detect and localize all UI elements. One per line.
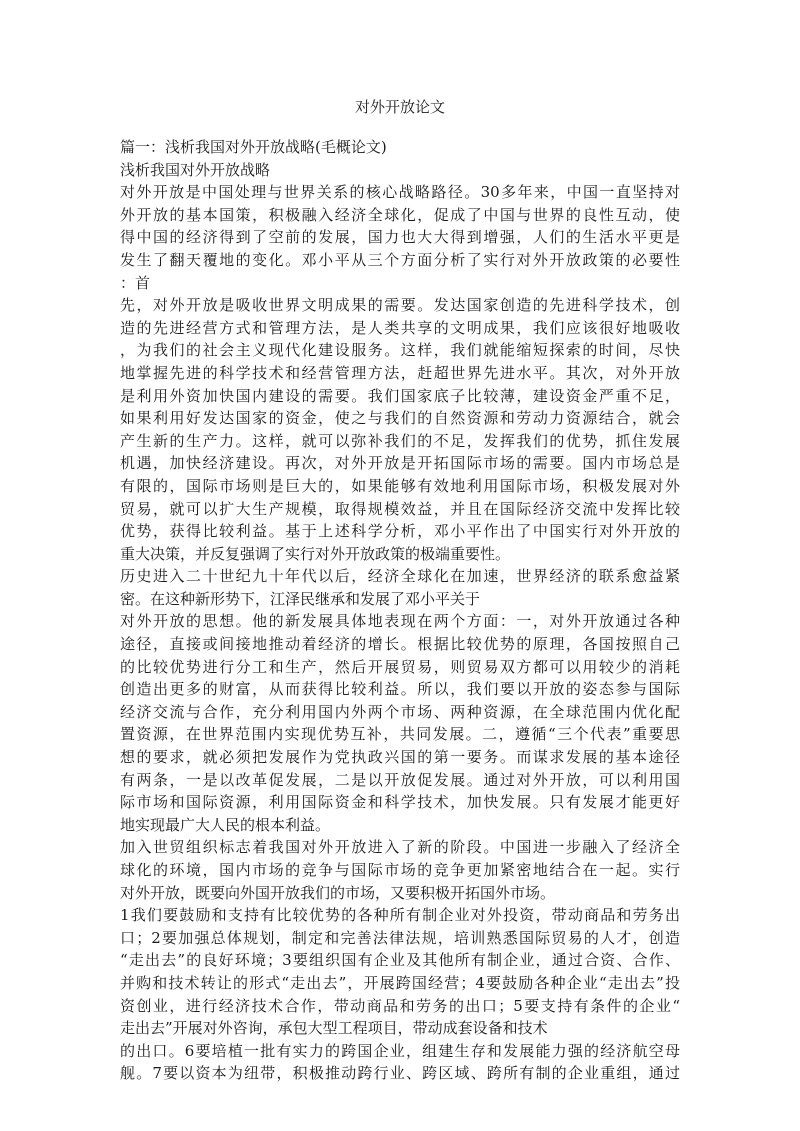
text-line: 是利用外资加快国内建设的需要。我们国家底子比较薄，建设资金严重不足，	[120, 386, 680, 405]
text-line: 置资源，在世界范围内实现优势互补，共同发展。二，遵循“三个代表”重要思	[120, 725, 680, 744]
text-line: 外开放的基本国策，积极融入经济全球化，促成了中国与世界的良性互动，使	[120, 205, 680, 224]
document-title: 对外开放论文	[354, 98, 445, 116]
text-line: 地实现最广大人民的根本利益。	[120, 815, 331, 834]
text-line: 有两条，一是以改革促发展，二是以开放促发展。通过对外开放，可以利用国	[120, 770, 680, 789]
text-line: 得中国的经济得到了空前的发展，国力也大大得到增强，人们的生活水平更是	[120, 228, 680, 247]
text-line: 重大决策，并反复强调了实行对外开放政策的极端重要性。	[120, 544, 511, 563]
text-line: 发生了翻天覆地的变化。邓小平从三个方面分析了实行对外开放政策的必要性	[120, 250, 680, 269]
text-line: 贸易，就可以扩大生产规模，取得规模效益，并且在国际经济交流中发挥比较	[120, 499, 680, 518]
text-line: 资创业，进行经济技术合作，带动商品和劳务的出口；5要支持有条件的企业“	[120, 996, 680, 1015]
text-line: 加入世贸组织标志着我国对外开放进入了新的阶段。中国进一步融入了经济全	[120, 838, 680, 857]
document-body	[120, 136, 680, 1085]
text-line: 优势，获得比较利益。基于上述科学分析，邓小平作出了中国实行对外开放的	[120, 522, 680, 541]
text-line: “走出去”的良好环境；3要组织国有企业及其他所有制企业，通过合资、合作、	[120, 951, 680, 970]
text-line: 对外开放，既要向外国开放我们的市场，又要积极开拓国外市场。	[120, 883, 556, 902]
text-line: 浅析我国对外开放战略	[120, 160, 271, 179]
text-line: ：首	[120, 273, 151, 292]
text-line: 并购和技术转让的形式“走出去”，开展跨国经营；4要鼓励各种企业“走出去”投	[120, 973, 680, 992]
text-line: 口；2要加强总体规划，制定和完善法律法规，培训熟悉国际贸易的人才，创造	[120, 928, 680, 947]
text-line: 的比较优势进行分工和生产，然后开展贸易，则贸易双方都可以用较少的消耗	[120, 657, 680, 676]
text-line: 地掌握先进的科学技术和经营管理方法，赶超世界先进水平。其次，对外开放	[120, 363, 680, 382]
text-line: 对外开放的思想。他的新发展具体地表现在两个方面：一，对外开放通过各种	[120, 612, 680, 631]
text-line: 造的先进经营方式和管理方法，是人类共享的文明成果，我们应该很好地吸收	[120, 318, 680, 337]
text-line: ，为我们的社会主义现代化建设服务。这样，我们就能缩短探索的时间，尽快	[120, 341, 680, 360]
text-line: 密。在这种新形势下，江泽民继承和发展了邓小平关于	[120, 589, 481, 608]
text-line: 产生新的生产力。这样，就可以弥补我们的不足，发挥我们的优势，抓住发展	[120, 431, 680, 450]
text-line: 对外开放是中国处理与世界关系的核心战略路径。30多年来，中国一直坚持对	[120, 183, 680, 202]
text-line: 篇一：浅析我国对外开放战略(毛概论文)	[120, 138, 387, 156]
text-line: 球化的环境，国内市场的竞争与国际市场的竞争更加紧密地结合在一起。实行	[120, 861, 680, 879]
text-line: 走出去”开展对外咨询，承包大型工程项目，带动成套设备和技术	[120, 1019, 548, 1038]
text-line: 际市场和国际资源，利用国际资金和科学技术，加快发展。只有发展才能更好	[120, 793, 680, 812]
text-line: 经济交流与合作，充分利用国内外两个市场、两种资源，在全球范围内优化配	[120, 702, 680, 721]
text-line: 机遇，加快经济建设。再次，对外开放是开拓国际市场的需要。国内市场总是	[120, 454, 680, 473]
text-line: 历史进入二十世纪九十年代以后，经济全球化在加速，世界经济的联系愈益紧	[120, 567, 680, 586]
text-line: 有限的，国际市场则是巨大的，如果能够有效地利用国际市场，积极发展对外	[120, 476, 680, 495]
text-line: 途径，直接或间接地推动着经济的增长。根据比较优势的原理，各国按照自己	[120, 635, 680, 654]
text-line: 创造出更多的财富，从而获得比较利益。所以，我们要以开放的姿态参与国际	[120, 680, 680, 699]
text-line: 1我们要鼓励和支持有比较优势的各种所有制企业对外投资，带动商品和劳务出	[120, 906, 680, 925]
text-line: 舰。7要以资本为纽带，积极推动跨行业、跨区域、跨所有制的企业重组，通过	[120, 1064, 680, 1083]
text-line: 如果利用好发达国家的资金，使之与我们的自然资源和劳动力资源结合，就会	[120, 409, 680, 428]
text-line: 想的要求，就必须把发展作为党执政兴国的第一要务。而谋求发展的基本途径	[120, 748, 680, 767]
text-line: 先，对外开放是吸收世界文明成果的需要。发达国家创造的先进科学技术，创	[120, 296, 680, 315]
text-line: 的出口。6要培植一批有实力的跨国企业，组建生存和发展能力强的经济航空母	[120, 1041, 680, 1060]
